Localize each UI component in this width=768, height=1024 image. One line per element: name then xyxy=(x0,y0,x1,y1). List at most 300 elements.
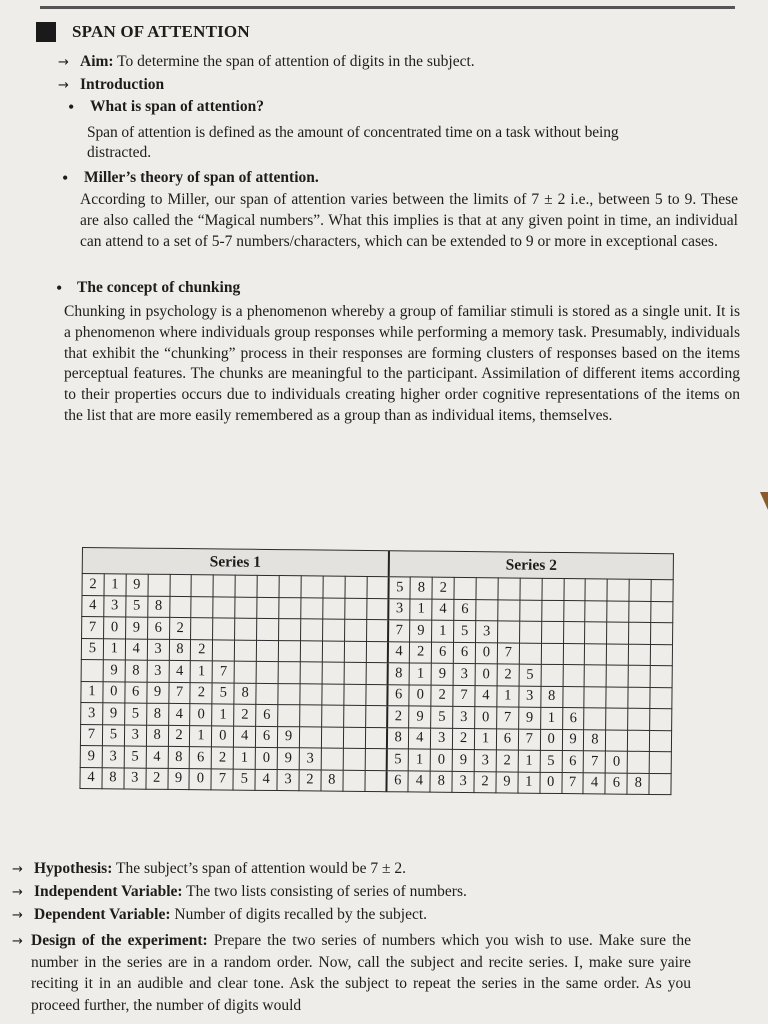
series1-cell: 2 xyxy=(82,574,104,596)
series1-cell xyxy=(256,683,278,705)
series2-cell: 4 xyxy=(408,770,430,792)
series1-cell xyxy=(344,684,366,706)
series2-cell: 1 xyxy=(432,620,454,642)
series2-cell: 7 xyxy=(453,685,475,707)
series1-cell: 3 xyxy=(277,769,299,791)
series1-cell xyxy=(365,727,387,749)
series1-cell: 4 xyxy=(234,726,256,748)
series1-cell: 6 xyxy=(125,681,147,703)
series1-cell: 3 xyxy=(124,767,146,789)
section-heading xyxy=(36,22,250,42)
series1-cell xyxy=(321,748,343,770)
series2-cell: 0 xyxy=(606,751,628,773)
series1-cell xyxy=(323,598,345,620)
series1-cell xyxy=(343,748,365,770)
series1-cell: 2 xyxy=(169,617,191,639)
series1-cell: 3 xyxy=(102,746,124,768)
series2-cell: 7 xyxy=(497,707,519,729)
series2-cell xyxy=(585,600,607,622)
series1-cell xyxy=(191,596,213,618)
series2-cell xyxy=(649,751,671,773)
dv-label: Dependent Variable: xyxy=(34,906,171,923)
series1-cell: 9 xyxy=(103,660,125,682)
hypothesis-line xyxy=(12,858,406,880)
series1-cell: 7 xyxy=(211,768,233,790)
series1-cell: 9 xyxy=(125,617,147,639)
series1-cell xyxy=(365,770,387,792)
series2-cell: 3 xyxy=(431,728,453,750)
aim-text: To determine the span of attention of digits in the subject. xyxy=(113,53,475,70)
series1-cell: 5 xyxy=(126,595,148,617)
series1-cell xyxy=(256,661,278,683)
series1-cell xyxy=(322,662,344,684)
series1-cell: 9 xyxy=(147,682,169,704)
series1-cell xyxy=(278,705,300,727)
design-label: Design of the experiment: xyxy=(31,932,208,949)
series1-cell xyxy=(279,576,301,598)
series1-cell: 2 xyxy=(212,747,234,769)
series1-cell: 4 xyxy=(80,767,102,789)
heading-text: SPAN OF ATTENTION xyxy=(72,22,250,41)
design-paragraph xyxy=(31,930,691,1016)
series1-cell: 8 xyxy=(146,703,168,725)
series1-cell: 1 xyxy=(81,681,103,703)
series2-cell: 8 xyxy=(387,727,409,749)
series1-cell: 3 xyxy=(104,595,126,617)
series2-cell: 6 xyxy=(387,684,409,706)
arrow-icon: → xyxy=(58,55,69,70)
series2-cell xyxy=(651,601,673,623)
series2-cell xyxy=(563,643,585,665)
series1-cell: 8 xyxy=(147,596,169,618)
series2-cell xyxy=(563,622,585,644)
series2-cell xyxy=(629,644,651,666)
series2-cell xyxy=(606,729,628,751)
series1-cell: 8 xyxy=(146,725,168,747)
series2-cell xyxy=(650,730,672,752)
series2-cell: 0 xyxy=(475,707,497,729)
series1-cell: 6 xyxy=(256,726,278,748)
series1-cell xyxy=(301,597,323,619)
series2-cell xyxy=(627,751,649,773)
series1-cell: 9 xyxy=(277,726,299,748)
series2-cell: 0 xyxy=(540,729,562,751)
series2-cell: 5 xyxy=(454,620,476,642)
q1-title: What is span of attention? xyxy=(90,98,264,115)
series1-cell xyxy=(365,748,387,770)
series2-cell: 4 xyxy=(432,599,454,621)
bullet-icon: • xyxy=(56,278,63,298)
arrow-icon: → xyxy=(12,885,23,900)
series2-cell: 8 xyxy=(541,686,563,708)
series2-cell xyxy=(519,621,541,643)
series2-cell: 8 xyxy=(627,773,649,795)
series1-cell xyxy=(191,575,213,597)
series2-cell: 3 xyxy=(388,598,410,620)
series1-cell xyxy=(322,619,344,641)
series2-cell: 7 xyxy=(518,729,540,751)
series2-cell xyxy=(629,579,651,601)
series2-cell: 6 xyxy=(605,772,627,794)
series2-cell: 5 xyxy=(519,664,541,686)
series1-cell: 1 xyxy=(191,661,213,683)
series1-cell xyxy=(279,597,301,619)
series2-cell: 9 xyxy=(431,663,453,685)
series1-cell: 8 xyxy=(321,770,343,792)
series2-cell xyxy=(520,600,542,622)
q2-title: Miller’s theory of span of attention. xyxy=(84,169,319,186)
series2-cell: 8 xyxy=(388,663,410,685)
series2-cell: 0 xyxy=(475,664,497,686)
series1-cell xyxy=(366,598,388,620)
series1-cell xyxy=(300,683,322,705)
series2-cell xyxy=(519,643,541,665)
series1-cell xyxy=(300,705,322,727)
series2-cell: 7 xyxy=(388,620,410,642)
series2-cell xyxy=(607,644,629,666)
series1-cell: 7 xyxy=(80,724,102,746)
series2-cell xyxy=(585,643,607,665)
series2-cell: 9 xyxy=(496,771,518,793)
series2-cell xyxy=(651,622,673,644)
series2-cell: 5 xyxy=(540,750,562,772)
series1-cell xyxy=(322,641,344,663)
series1-cell xyxy=(81,659,103,681)
series2-cell: 0 xyxy=(430,749,452,771)
series2-cell xyxy=(607,622,629,644)
series1-cell: 9 xyxy=(80,745,102,767)
series2-cell xyxy=(564,579,586,601)
series2-cell xyxy=(542,578,564,600)
series1-cell: 4 xyxy=(168,703,190,725)
series1-cell: 8 xyxy=(102,767,124,789)
series1-cell xyxy=(235,640,257,662)
series2-cell xyxy=(607,579,629,601)
series2-cell: 2 xyxy=(474,771,496,793)
series1-cell xyxy=(321,705,343,727)
arrow-icon: → xyxy=(58,78,69,93)
series1-cell xyxy=(365,705,387,727)
series2-cell: 4 xyxy=(475,685,497,707)
series1-cell xyxy=(366,641,388,663)
series1-cell xyxy=(191,618,213,640)
hypothesis-label: Hypothesis: xyxy=(34,860,113,877)
series1-cell: 4 xyxy=(146,746,168,768)
series2-cell xyxy=(585,622,607,644)
series2-cell xyxy=(585,579,607,601)
series2-cell xyxy=(606,665,628,687)
series2-cell xyxy=(498,578,520,600)
series2-cell: 3 xyxy=(452,771,474,793)
q3-title: The concept of chunking xyxy=(77,279,241,296)
hypothesis-text: The subject’s span of attention would be 7 ± 2. xyxy=(112,860,407,877)
series1-cell xyxy=(343,705,365,727)
series1-cell xyxy=(257,597,279,619)
series1-cell: 5 xyxy=(102,724,124,746)
series1-cell xyxy=(213,596,235,618)
series1-cell xyxy=(366,619,388,641)
series2-cell: 9 xyxy=(518,707,540,729)
series2-cell xyxy=(563,600,585,622)
series2-cell: 1 xyxy=(409,749,431,771)
series2-cell xyxy=(541,643,563,665)
series1-cell: 3 xyxy=(124,724,146,746)
series2-cell: 3 xyxy=(519,686,541,708)
iv-label: Independent Variable: xyxy=(34,883,183,900)
series2-cell xyxy=(584,686,606,708)
series1-cell xyxy=(301,576,323,598)
series1-cell xyxy=(213,618,235,640)
series1-cell xyxy=(278,683,300,705)
series2-cell xyxy=(476,578,498,600)
series1-cell: 2 xyxy=(190,682,212,704)
series1-cell: 4 xyxy=(255,769,277,791)
series1-cell: 9 xyxy=(126,574,148,596)
series2-cell xyxy=(651,579,673,601)
series2-cell: 7 xyxy=(584,751,606,773)
series1-cell: 3 xyxy=(299,748,321,770)
series2-cell xyxy=(629,601,651,623)
dv-text: Number of digits recalled by the subject. xyxy=(170,906,428,923)
series1-cell xyxy=(148,574,170,596)
q1-line1: Span of attention is defined as the amount of concentrated time on a task without being xyxy=(87,124,619,141)
series1-cell: 1 xyxy=(212,704,234,726)
series1-cell xyxy=(257,575,279,597)
heading-square-icon xyxy=(36,22,56,42)
series1-cell xyxy=(300,662,322,684)
series1-cell: 5 xyxy=(233,769,255,791)
series1-cell xyxy=(367,576,389,598)
arrow-icon: → xyxy=(12,934,23,949)
arrow-icon: → xyxy=(12,862,23,877)
series1-cell: 6 xyxy=(256,704,278,726)
series1-cell xyxy=(344,641,366,663)
series2-cell xyxy=(650,708,672,730)
q2-paragraph: According to Miller, our span of attention varies between the limits of 7 ± 2 i.e., between 5 to 9. These are also called the “Magical numbers”. What this implies is that at any given point in time, an individual can attend to a set of 5-7 numbers/characters, which can be extended to 9 or more in exceptional cases. xyxy=(80,191,738,250)
series2-cell xyxy=(562,686,584,708)
series2-cell: 2 xyxy=(431,685,453,707)
series1-cell xyxy=(257,618,279,640)
series1-cell xyxy=(344,619,366,641)
series1-cell: 8 xyxy=(169,639,191,661)
series2-cell xyxy=(606,708,628,730)
series2-cell xyxy=(563,665,585,687)
series2-cell: 2 xyxy=(497,664,519,686)
series1-cell: 0 xyxy=(189,768,211,790)
series2-cell: 9 xyxy=(410,620,432,642)
series1-cell xyxy=(344,598,366,620)
series1-cell: 2 xyxy=(146,768,168,790)
series2-cell: 5 xyxy=(431,706,453,728)
series2-cell: 1 xyxy=(540,707,562,729)
bullet-icon: • xyxy=(68,97,75,117)
series1-cell: 8 xyxy=(125,660,147,682)
series2-cell xyxy=(650,665,672,687)
series1-cell xyxy=(366,662,388,684)
series2-cell xyxy=(454,577,476,599)
series2-cell: 2 xyxy=(496,750,518,772)
series2-cell xyxy=(628,730,650,752)
series2-cell: 5 xyxy=(388,577,410,599)
series1-cell: 8 xyxy=(168,746,190,768)
series1-cell xyxy=(321,727,343,749)
series2-cell: 7 xyxy=(497,642,519,664)
aim-label: Aim: xyxy=(80,53,114,70)
series1-cell xyxy=(343,770,365,792)
series1-cell xyxy=(279,619,301,641)
series1-cell: 4 xyxy=(169,660,191,682)
series2-header: Series 2 xyxy=(389,551,674,580)
series1-cell: 7 xyxy=(168,682,190,704)
series1-cell: 8 xyxy=(234,683,256,705)
series1-cell xyxy=(256,640,278,662)
series1-cell: 2 xyxy=(168,725,190,747)
series1-header: Series 1 xyxy=(82,548,389,577)
series2-cell xyxy=(541,621,563,643)
series2-cell: 2 xyxy=(453,728,475,750)
series2-cell: 3 xyxy=(476,621,498,643)
page-edge-mark xyxy=(760,492,768,510)
series2-cell xyxy=(541,664,563,686)
iv-text: The two lists consisting of series of numbers. xyxy=(182,883,467,900)
series2-cell: 3 xyxy=(453,663,475,685)
series2-cell: 4 xyxy=(583,772,605,794)
introduction-line xyxy=(58,74,164,96)
series1-cell xyxy=(234,661,256,683)
series2-cell: 6 xyxy=(386,770,408,792)
series1-cell: 7 xyxy=(212,661,234,683)
series2-cell xyxy=(498,599,520,621)
series2-cell: 6 xyxy=(453,642,475,664)
bullet-icon: • xyxy=(62,168,69,188)
series2-cell xyxy=(629,622,651,644)
series2-cell: 1 xyxy=(518,750,540,772)
series2-cell xyxy=(649,773,671,795)
series2-cell xyxy=(628,687,650,709)
q1-line2: distracted. xyxy=(87,144,152,161)
series1-cell: 3 xyxy=(147,660,169,682)
series1-cell xyxy=(323,576,345,598)
series2-cell: 0 xyxy=(409,684,431,706)
series2-cell: 5 xyxy=(387,749,409,771)
series2-cell: 1 xyxy=(518,772,540,794)
series1-cell xyxy=(322,684,344,706)
series1-cell: 3 xyxy=(81,702,103,724)
series1-cell: 1 xyxy=(233,747,255,769)
series1-cell: 7 xyxy=(82,617,104,639)
series2-cell xyxy=(520,578,542,600)
series1-cell xyxy=(235,575,257,597)
series2-cell: 6 xyxy=(496,728,518,750)
series2-cell xyxy=(541,600,563,622)
series2-cell: 9 xyxy=(409,706,431,728)
series2-cell: 1 xyxy=(497,685,519,707)
series1-cell: 4 xyxy=(82,595,104,617)
q3-paragraph: Chunking in psychology is a phenomenon whereby a group of familiar stimuli is stored as a single unit. It is a phenomenon where individuals group responses while performing a memory task. Presumably, individuals that exhibit the “chunking” process in their responses are forming clusters of responses based on the items perceptual features. The chunks are meaningful to the participant. Assimilation of different items according to their properties occurs due to individuals creating higher order cognitive representations of the items on the list that are more easily remembered as a group than as individual items, themselves. xyxy=(64,303,740,424)
top-rule xyxy=(40,6,735,9)
series1-cell xyxy=(345,576,367,598)
series2-cell: 6 xyxy=(432,642,454,664)
series1-cell xyxy=(213,639,235,661)
series1-cell: 2 xyxy=(191,639,213,661)
series2-cell: 1 xyxy=(409,663,431,685)
series2-cell xyxy=(497,621,519,643)
series2-cell xyxy=(606,686,628,708)
series1-cell xyxy=(213,575,235,597)
series1-cell: 5 xyxy=(124,746,146,768)
series2-cell: 2 xyxy=(387,706,409,728)
series1-cell: 2 xyxy=(299,769,321,791)
series2-cell xyxy=(585,665,607,687)
series1-cell xyxy=(365,684,387,706)
digit-series-table xyxy=(79,547,674,795)
series1-cell xyxy=(300,640,322,662)
series2-cell: 4 xyxy=(409,727,431,749)
series2-cell: 9 xyxy=(562,729,584,751)
series2-cell: 4 xyxy=(388,641,410,663)
series2-cell: 8 xyxy=(430,771,452,793)
arrow-icon: → xyxy=(12,908,23,923)
series1-cell: 9 xyxy=(168,768,190,790)
series1-cell: 0 xyxy=(103,617,125,639)
series1-cell xyxy=(170,574,192,596)
series1-cell: 9 xyxy=(103,703,125,725)
series1-cell: 6 xyxy=(190,747,212,769)
series2-cell xyxy=(650,644,672,666)
series2-cell: 0 xyxy=(475,642,497,664)
series1-cell: 9 xyxy=(277,748,299,770)
series2-cell: 9 xyxy=(452,749,474,771)
series1-cell: 6 xyxy=(147,617,169,639)
series2-cell xyxy=(628,708,650,730)
aim-line xyxy=(58,51,475,73)
series1-cell: 0 xyxy=(190,704,212,726)
series1-cell xyxy=(235,618,257,640)
iv-line xyxy=(12,881,467,903)
series1-cell: 0 xyxy=(255,747,277,769)
series1-cell xyxy=(300,619,322,641)
introduction-label: Introduction xyxy=(80,76,165,93)
series1-cell xyxy=(343,727,365,749)
series1-cell: 5 xyxy=(81,638,103,660)
series1-cell: 1 xyxy=(103,638,125,660)
series2-cell: 2 xyxy=(410,641,432,663)
series2-cell: 2 xyxy=(432,577,454,599)
series2-cell: 0 xyxy=(540,772,562,794)
series1-cell: 2 xyxy=(234,704,256,726)
series1-cell: 0 xyxy=(103,681,125,703)
series2-cell xyxy=(584,708,606,730)
design-text: Prepare the two series of numbers which you wish to use. Make sure the number in the series are in a random order. Now, call the subject and recite series. I, make sure yaire reciting it in an audible and clear tone. Ask the subject to repeat the series in the same order. As you proceed further, the number of digits would xyxy=(31,932,692,1014)
series1-cell xyxy=(299,726,321,748)
series1-cell xyxy=(278,662,300,684)
series1-cell: 3 xyxy=(147,639,169,661)
series2-cell: 3 xyxy=(474,750,496,772)
series1-cell: 0 xyxy=(212,725,234,747)
series2-cell: 6 xyxy=(562,708,584,730)
series2-cell xyxy=(476,599,498,621)
series2-cell: 6 xyxy=(562,751,584,773)
series1-cell: 4 xyxy=(125,638,147,660)
series1-cell: 5 xyxy=(124,703,146,725)
series2-cell: 1 xyxy=(474,728,496,750)
dv-line xyxy=(12,904,427,926)
series1-cell: 1 xyxy=(190,725,212,747)
series2-cell xyxy=(650,687,672,709)
series1-cell xyxy=(169,596,191,618)
series1-cell: 5 xyxy=(212,682,234,704)
series2-cell: 7 xyxy=(562,772,584,794)
